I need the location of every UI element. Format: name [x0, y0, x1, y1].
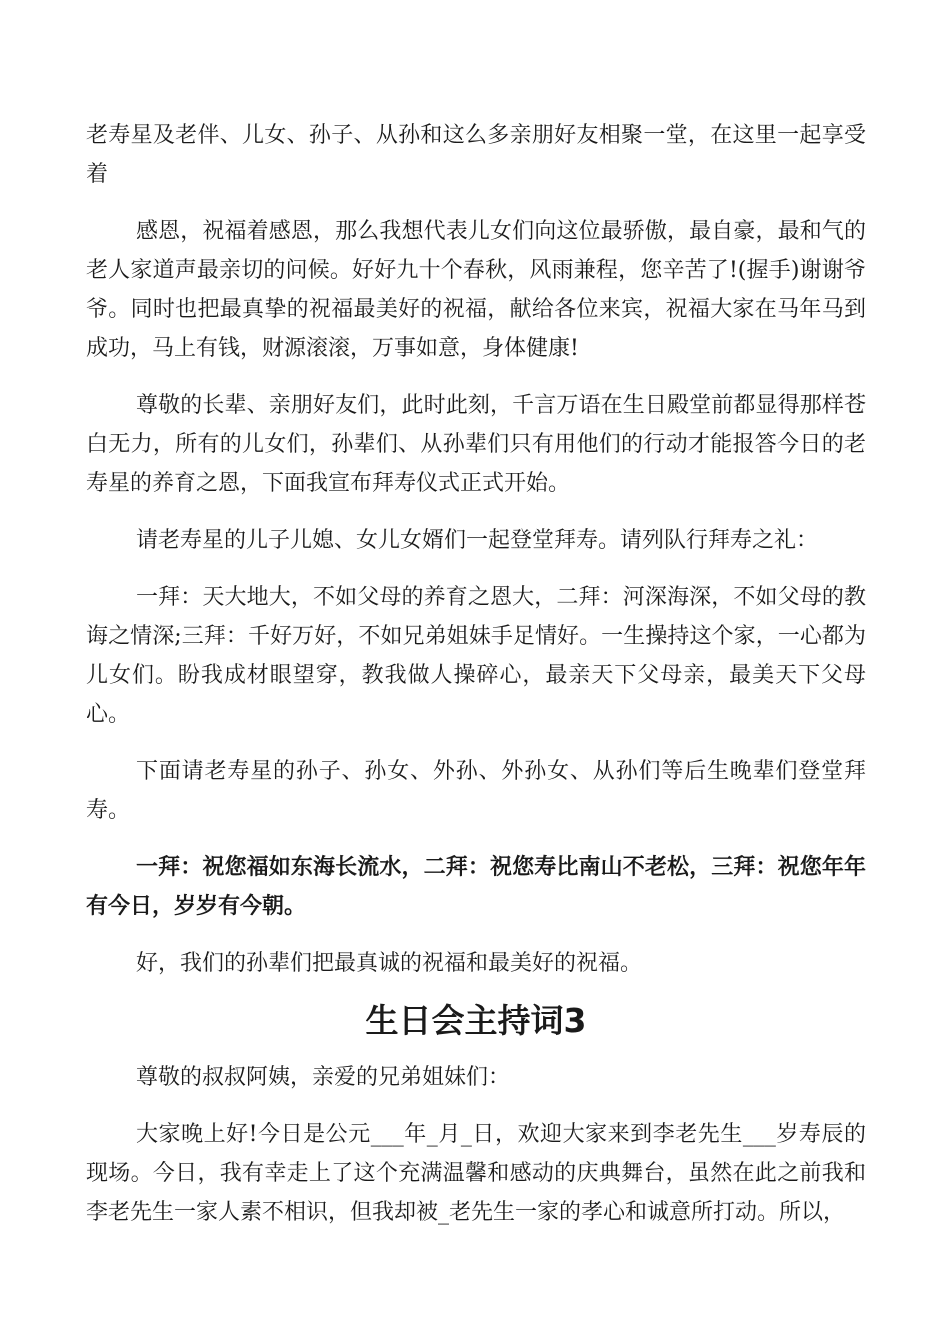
paragraph-gathering: 老寿星及老伴、儿女、孙子、从孙和这么多亲朋好友相聚一堂，在这里一起享受着 — [86, 123, 866, 187]
section-heading: 生日会主持词3 — [365, 1001, 587, 1040]
paragraph-three-bows-parents: 一拜：天大地大，不如父母的养育之恩大，二拜：河深海深，不如父母的教诲之情深;三拜：千好万好，不如兄弟姐妹手足情好。一生操持这个家，一心都为儿女们。盼我成材眼望穿，教我做人操碎心，最亲天下父母亲，最美天下父母心。 — [86, 585, 866, 727]
paragraph-grandchildren-bow: 下面请老寿星的孙子、孙女、外孙、外孙女、从孙们等后生晚辈们登堂拜寿。 — [86, 759, 866, 823]
paragraph-ceremony-start: 尊敬的长辈、亲朋好友们，此时此刻，千言万语在生日殿堂前都显得那样苍白无力，所有的儿女们，孙辈们、从孙辈们只有用他们的行动才能报答今日的老寿星的养育之恩，下面我宣布拜寿仪式正式开始。 — [86, 393, 866, 496]
paragraph-blessings-bold: 一拜：祝您福如东海长流水，二拜：祝您寿比南山不老松，三拜：祝您年年有今日，岁岁有今朝。 — [86, 855, 866, 919]
paragraph-children-bow: 请老寿星的儿子儿媳、女儿女婿们一起登堂拜寿。请列队行拜寿之礼： — [136, 528, 819, 553]
document-body — [86, 116, 866, 1250]
paragraph-opening-remarks: 大家晚上好!今日是公元___年_月_日，欢迎大家来到李老先生___岁寿辰的现场。今日，我有幸走上了这个充满温馨和感动的庆典舞台，虽然在此之前我和李老先生一家人素不相识，但我却被_老先生一家的孝心和诚意所打动。所以， — [86, 1122, 866, 1225]
paragraph-grandchildren-blessing: 好，我们的孙辈们把最真诚的祝福和最美好的祝福。 — [136, 951, 643, 976]
paragraph-gratitude: 感恩，祝福着感恩，那么我想代表儿女们向这位最骄傲，最自豪，最和气的老人家道声最亲切的问候。好好九十个春秋，风雨兼程，您辛苦了!(握手)谢谢爷爷。同时也把最真挚的祝福最美好的祝福，献给各位来宾，祝福大家在马年马到成功，马上有钱，财源滚滚，万事如意，身体健康! — [86, 219, 866, 361]
paragraph-greeting: 尊敬的叔叔阿姨，亲爱的兄弟姐妹们： — [136, 1065, 511, 1090]
